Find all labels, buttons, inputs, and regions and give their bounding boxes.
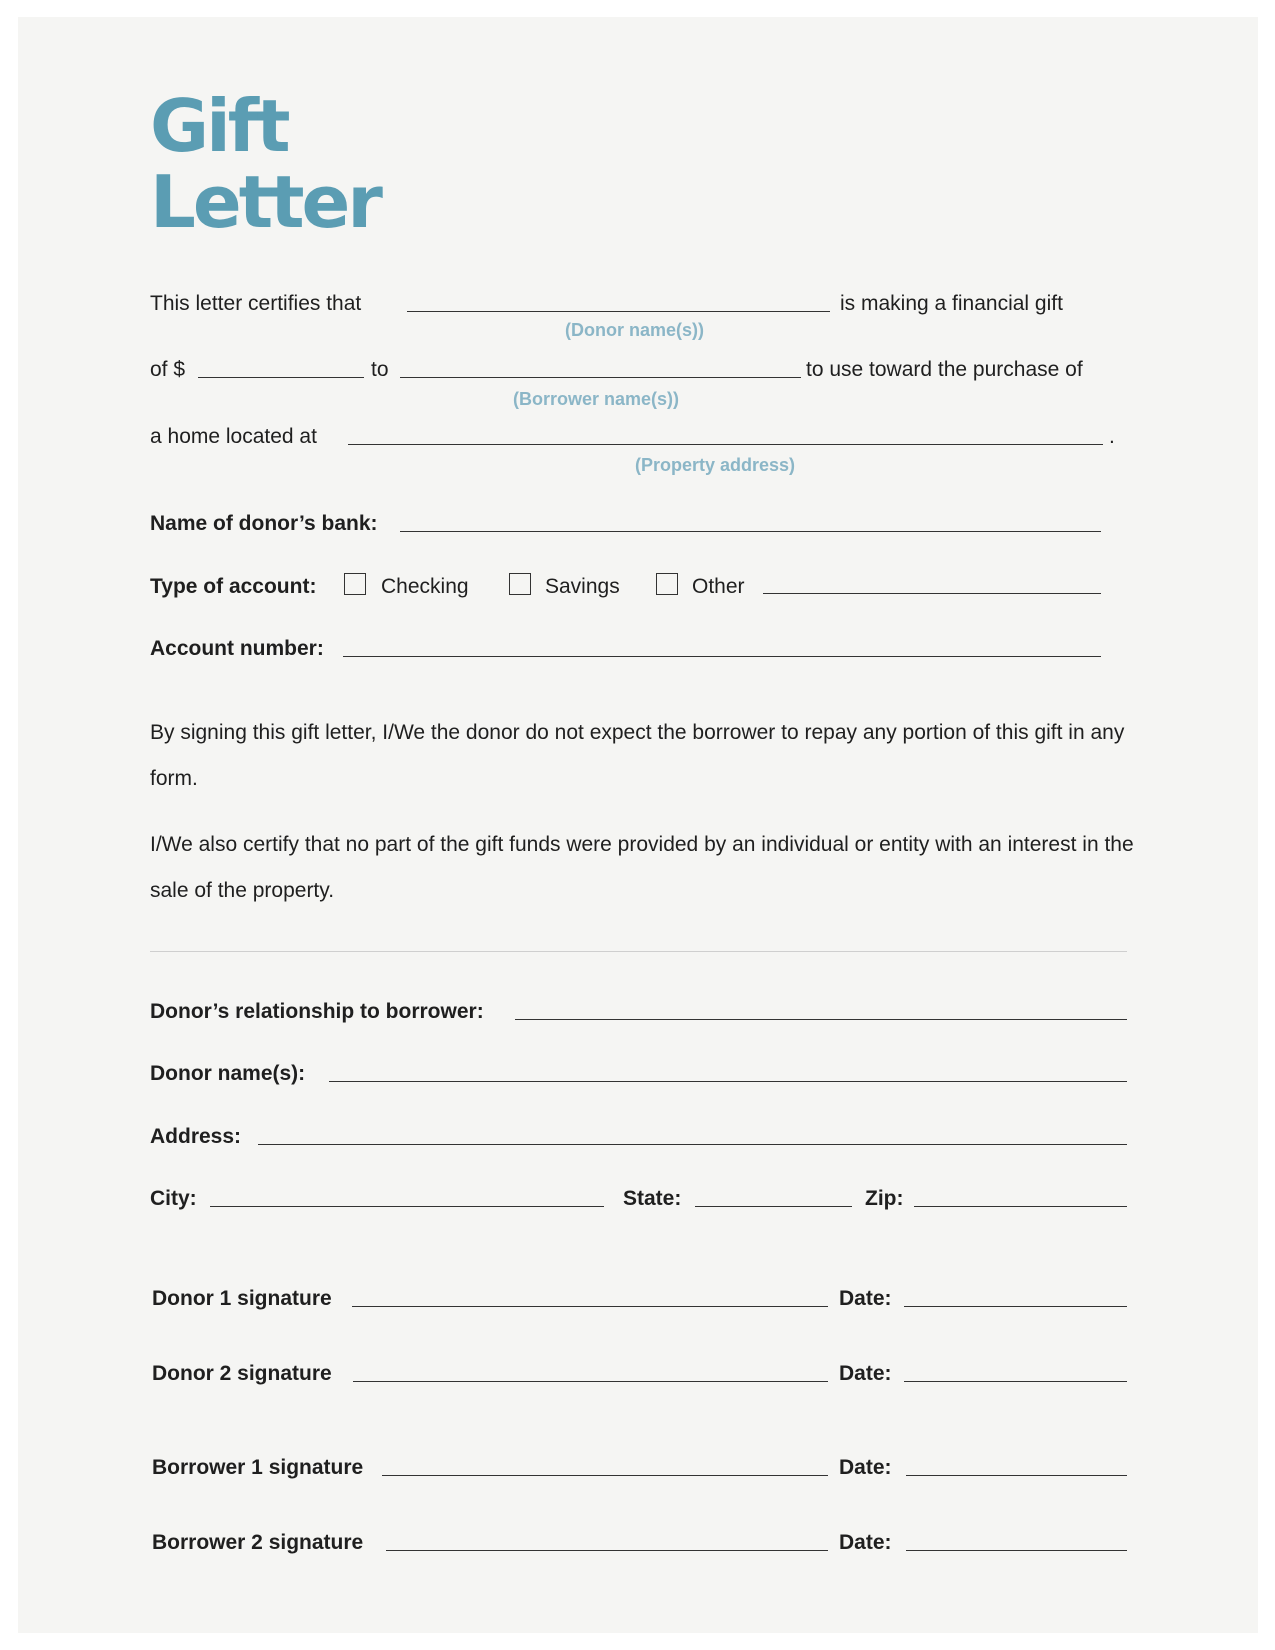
- borrower-1-date-field[interactable]: [906, 1449, 1127, 1476]
- borrower-2-signature-field[interactable]: [386, 1524, 828, 1551]
- making-gift-text: is making a financial gift: [840, 292, 1063, 315]
- property-address-field[interactable]: [348, 418, 1103, 445]
- bank-label: Name of donor’s bank:: [150, 512, 378, 535]
- title-line-2: Letter: [150, 160, 380, 244]
- home-located-text: a home located at: [150, 425, 317, 448]
- purchase-text: to use toward the purchase of: [806, 358, 1083, 381]
- property-address-hint: (Property address): [635, 455, 796, 475]
- account-type-label: Type of account:: [150, 575, 317, 598]
- donor-name-field[interactable]: [407, 285, 830, 312]
- no-interest-statement: I/We also certify that no part of the gift funds were provided by an individual or entity with an interest in the sale of the property.: [150, 833, 1134, 902]
- donor-names-label: Donor name(s):: [150, 1062, 306, 1085]
- borrower-1-signature-label: Borrower 1 signature: [152, 1456, 364, 1479]
- relationship-field[interactable]: [515, 993, 1127, 1020]
- borrower-1-signature-field[interactable]: [382, 1449, 828, 1476]
- address-field[interactable]: [258, 1118, 1127, 1145]
- borrower-1-date-label: Date:: [839, 1456, 892, 1479]
- donor-1-signature-field[interactable]: [352, 1280, 828, 1307]
- donor-1-date-field[interactable]: [904, 1280, 1127, 1307]
- state-field[interactable]: [695, 1180, 852, 1207]
- address-label: Address:: [150, 1125, 242, 1148]
- donor-name-hint: (Donor name(s)): [565, 320, 704, 340]
- donor-2-signature-field[interactable]: [353, 1355, 828, 1382]
- zip-field[interactable]: [914, 1180, 1127, 1207]
- page-title: [150, 84, 380, 244]
- to-text: to: [371, 358, 389, 381]
- state-label: State:: [623, 1187, 682, 1210]
- savings-checkbox[interactable]: [509, 573, 531, 595]
- zip-label: Zip:: [865, 1187, 904, 1210]
- relationship-label: Donor’s relationship to borrower:: [150, 1000, 484, 1023]
- of-dollar-text: of $: [150, 358, 186, 381]
- donor-names-field[interactable]: [329, 1055, 1127, 1082]
- other-account-field[interactable]: [763, 567, 1101, 594]
- donor-2-date-field[interactable]: [904, 1355, 1127, 1382]
- section-divider: [150, 951, 1127, 952]
- checking-checkbox[interactable]: [344, 573, 366, 595]
- certifies-text: This letter certifies that: [150, 292, 362, 315]
- account-number-label: Account number:: [150, 637, 324, 660]
- borrower-2-date-field[interactable]: [906, 1524, 1127, 1551]
- period-text: .: [1109, 425, 1115, 448]
- borrower-2-date-label: Date:: [839, 1531, 892, 1554]
- title-line-1: Gift: [150, 84, 288, 168]
- savings-label: Savings: [545, 575, 620, 598]
- borrower-2-signature-label: Borrower 2 signature: [152, 1531, 364, 1554]
- city-label: City:: [150, 1187, 197, 1210]
- donor-2-date-label: Date:: [839, 1362, 892, 1385]
- checking-label: Checking: [381, 575, 469, 598]
- borrower-name-hint: (Borrower name(s)): [513, 389, 680, 409]
- bank-name-field[interactable]: [400, 505, 1101, 532]
- donor-1-date-label: Date:: [839, 1287, 892, 1310]
- gift-amount-field[interactable]: [198, 351, 364, 378]
- donor-2-signature-label: Donor 2 signature: [152, 1362, 332, 1385]
- account-number-field[interactable]: [343, 630, 1101, 657]
- city-field[interactable]: [210, 1180, 604, 1207]
- borrower-name-field[interactable]: [400, 351, 801, 378]
- donor-1-signature-label: Donor 1 signature: [152, 1287, 332, 1310]
- no-repay-statement: By signing this gift letter, I/We the donor do not expect the borrower to repay any portion of this gift in any form.: [150, 721, 1125, 790]
- other-checkbox[interactable]: [656, 573, 678, 595]
- other-label: Other: [692, 575, 745, 598]
